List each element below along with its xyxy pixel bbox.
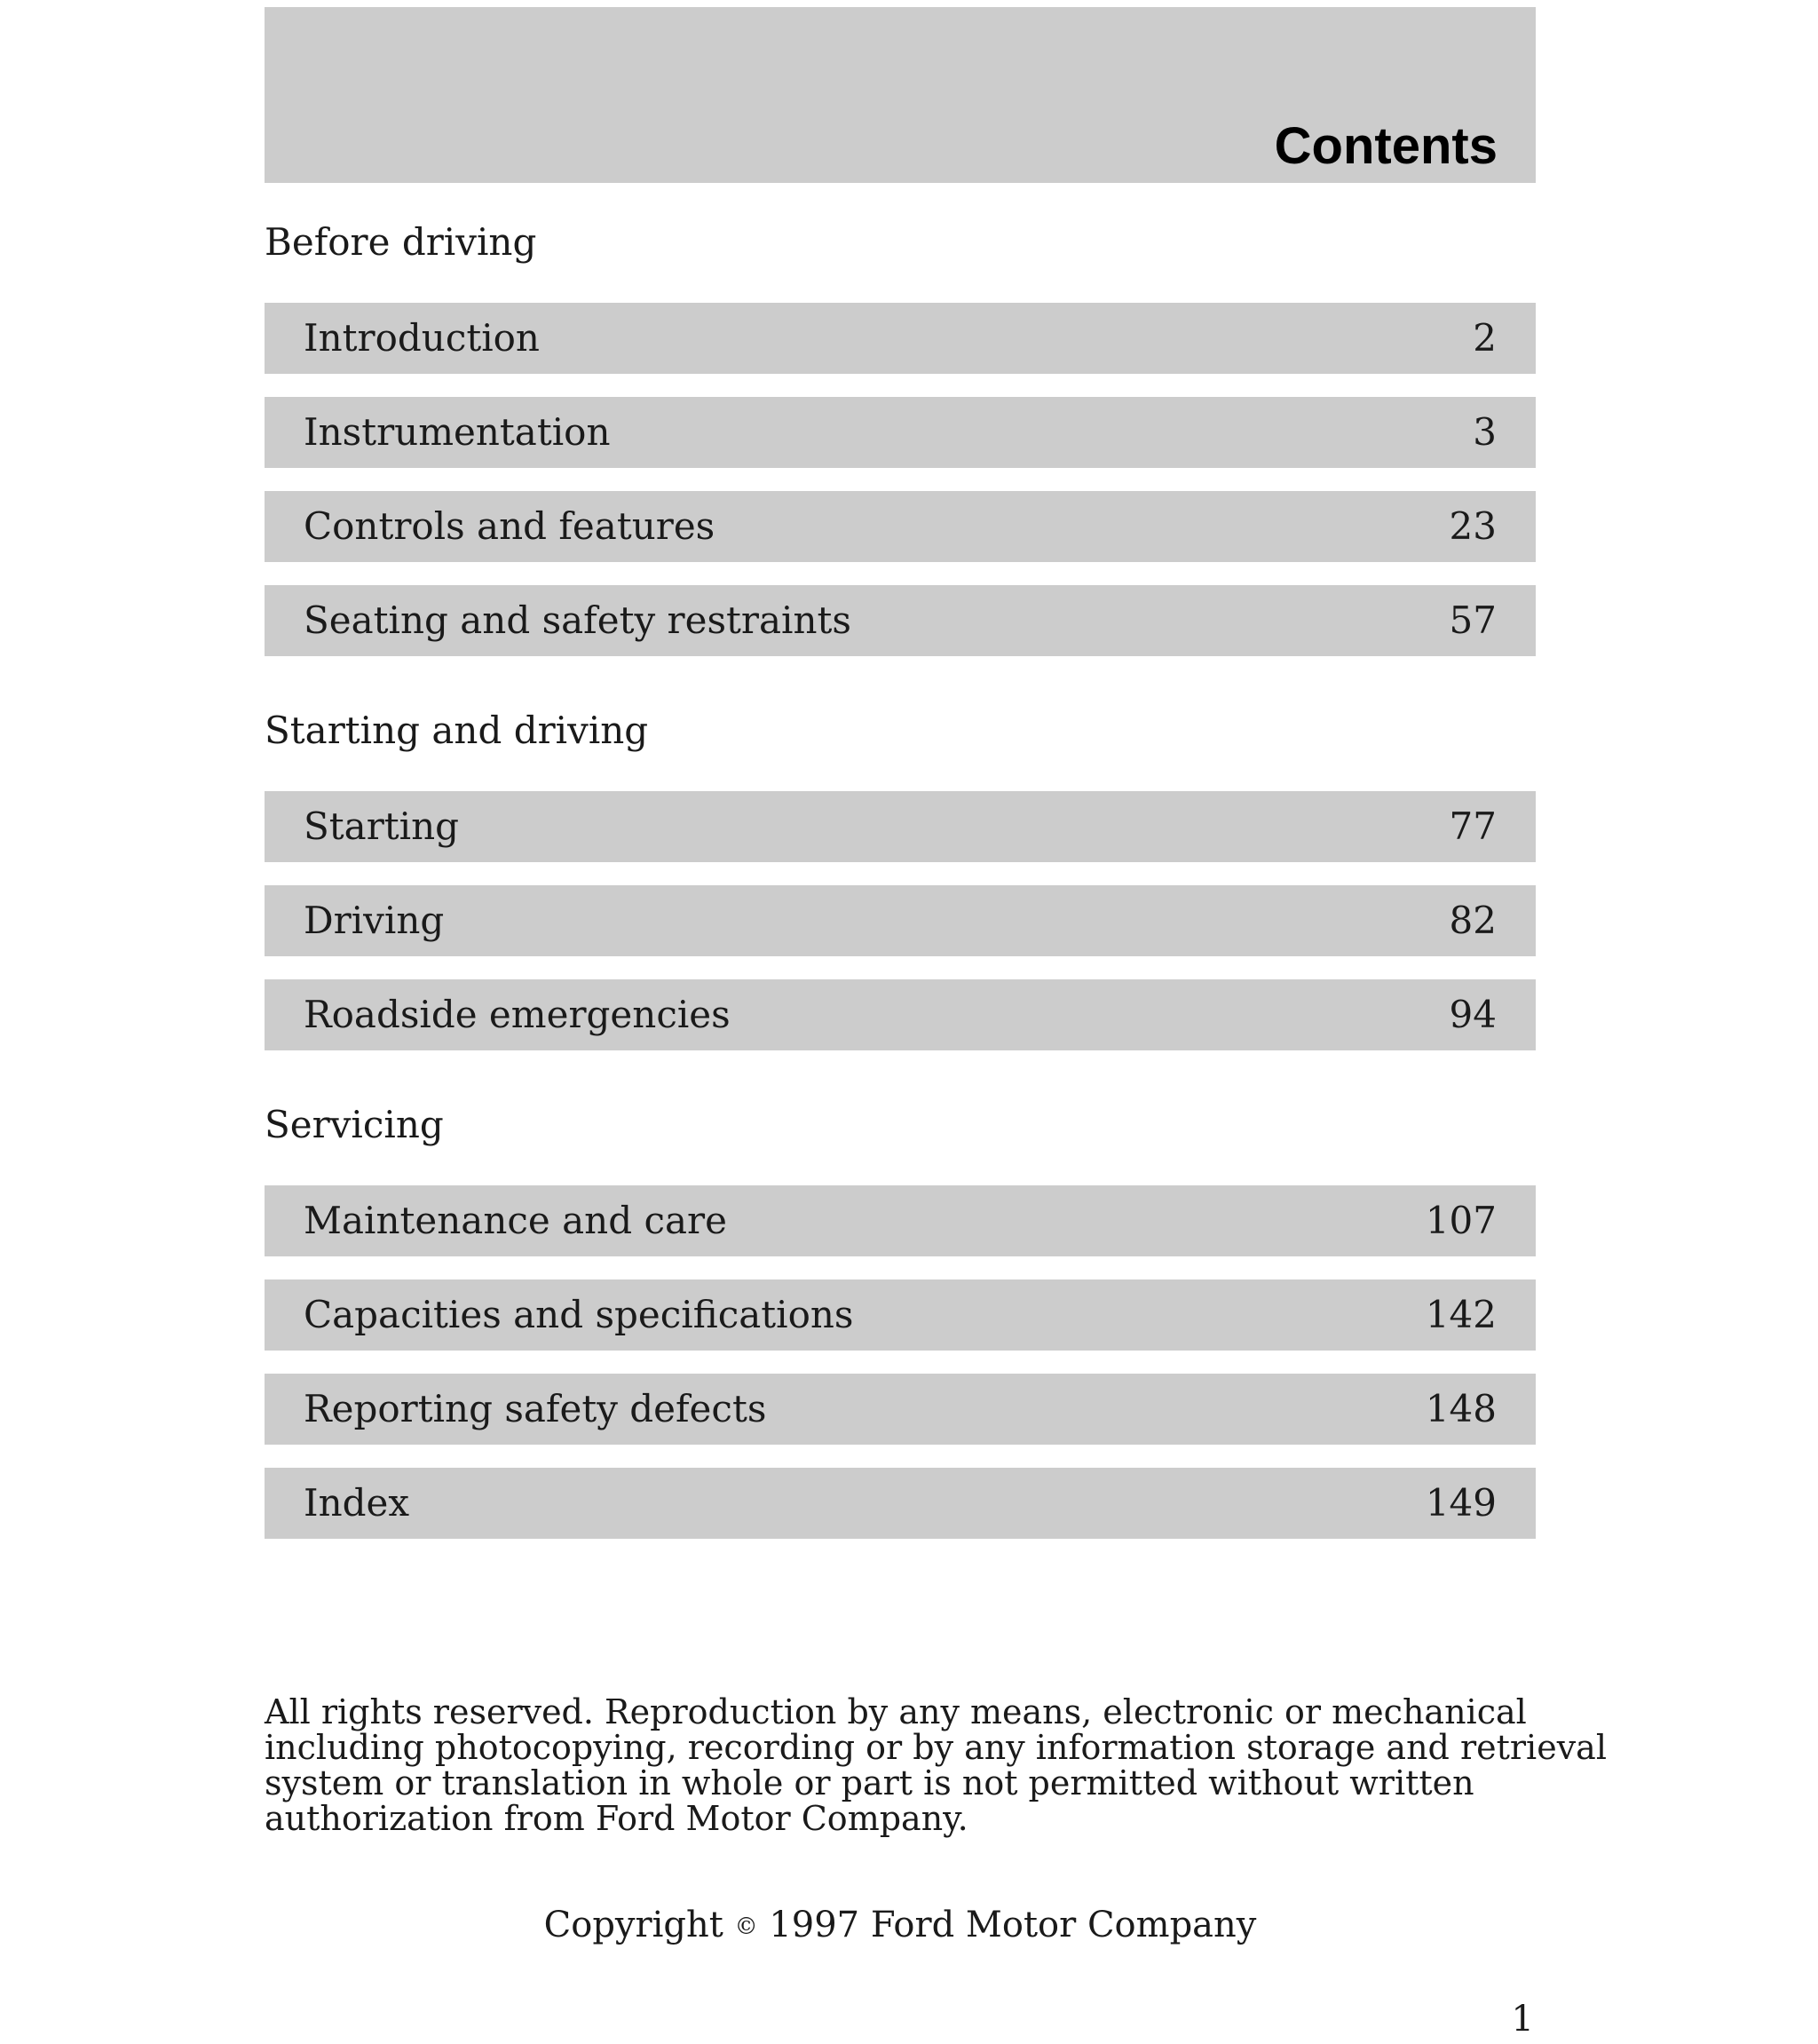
toc-entry-label: Instrumentation (304, 410, 611, 454)
toc-entry-page-number: 82 (1449, 899, 1497, 942)
page-title: Contents (1274, 117, 1498, 175)
toc-entry-driving[interactable] (265, 885, 1536, 956)
toc-entry-label: Introduction (304, 316, 540, 360)
toc-entry-label: Seating and safety restraints (304, 598, 851, 642)
toc-entry-label: Starting (304, 804, 460, 848)
section-heading-servicing: Servicing (265, 1103, 444, 1146)
toc-entry-label: Controls and features (304, 504, 715, 548)
toc-entry-label: Reporting safety defects (304, 1387, 767, 1430)
toc-entry-page-number: 148 (1425, 1387, 1497, 1430)
copyright-prefix: Copyright (543, 1905, 723, 1945)
toc-entry-index[interactable] (265, 1468, 1536, 1539)
toc-entry-page-number: 77 (1449, 804, 1497, 848)
page-number: 1 (1511, 1999, 1534, 2040)
section-heading-before-driving: Before driving (265, 220, 537, 264)
toc-entry-roadside-emergencies[interactable] (265, 979, 1536, 1050)
toc-entry-reporting-safety-defects[interactable] (265, 1374, 1536, 1445)
toc-entry-page-number: 107 (1425, 1199, 1497, 1242)
rights-notice-line: system or translation in whole or part is not permitted without written (265, 1763, 1474, 1802)
rights-notice-line: including photocopying, recording or by any information storage and retrieval (265, 1728, 1607, 1767)
toc-entry-page-number: 3 (1473, 410, 1497, 454)
toc-entry-page-number: 57 (1449, 598, 1497, 642)
toc-entry-controls-and-features[interactable] (265, 491, 1536, 562)
toc-entry-page-number: 2 (1473, 316, 1497, 360)
copyright-symbol: © (734, 1913, 758, 1940)
section-heading-starting-and-driving: Starting and driving (265, 709, 649, 752)
toc-entry-page-number: 94 (1449, 993, 1497, 1036)
toc-entry-label: Driving (304, 899, 445, 942)
toc-entry-label: Maintenance and care (304, 1199, 727, 1242)
toc-entry-introduction[interactable] (265, 303, 1536, 374)
rights-notice-line: authorization from Ford Motor Company. (265, 1799, 968, 1838)
toc-entry-seating-and-safety-restraints[interactable] (265, 585, 1536, 656)
toc-entry-page-number: 149 (1425, 1481, 1497, 1525)
toc-entry-label: Capacities and specifications (304, 1293, 854, 1336)
rights-notice-line: All rights reserved. Reproduction by any means, electronic or mechanical (265, 1692, 1527, 1731)
toc-entry-starting[interactable] (265, 791, 1536, 862)
rights-notice (265, 1692, 1607, 1838)
toc-entry-page-number: 23 (1449, 504, 1497, 548)
copyright-line (0, 1907, 1800, 1943)
toc-entry-maintenance-and-care[interactable] (265, 1185, 1536, 1256)
contents-header-band (265, 7, 1536, 183)
toc-entry-label: Roadside emergencies (304, 993, 731, 1036)
toc-entry-label: Index (304, 1481, 410, 1525)
toc-entry-page-number: 142 (1425, 1293, 1497, 1336)
copyright-text: 1997 Ford Motor Company (769, 1905, 1257, 1945)
toc-entry-capacities-and-specifications[interactable] (265, 1279, 1536, 1351)
toc-entry-instrumentation[interactable] (265, 397, 1536, 468)
